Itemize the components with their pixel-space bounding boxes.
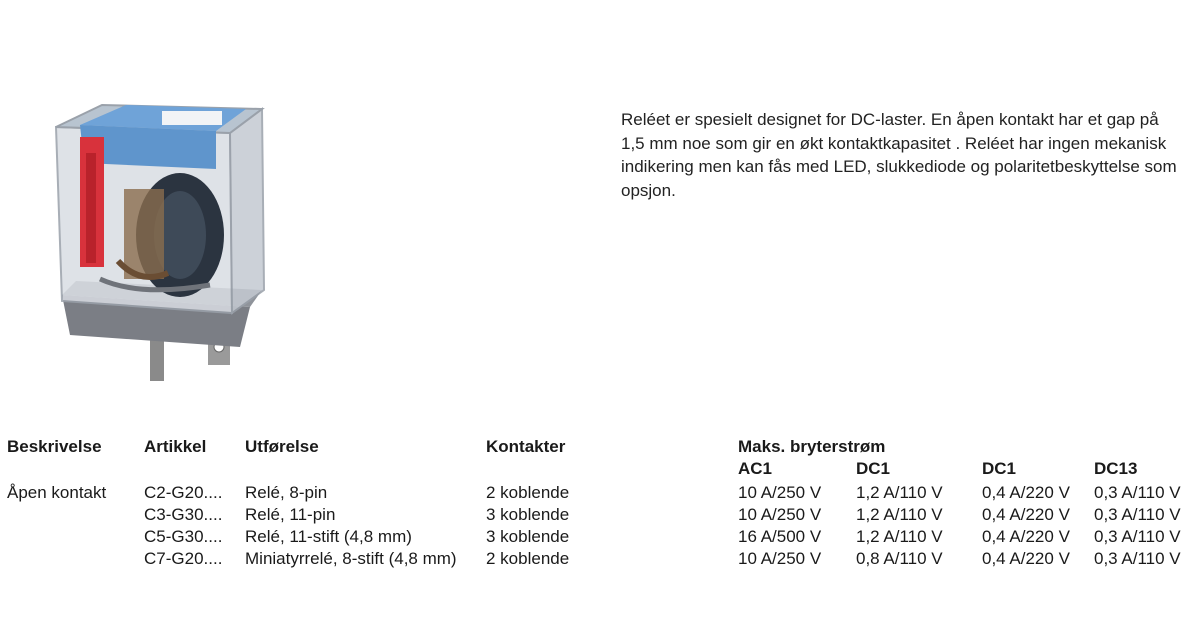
table-cell-dc1: 1,2 A/110 V (856, 505, 943, 524)
header-dc1-second: DC1 (982, 459, 1017, 478)
table-cell-dc13: 0,3 A/110 V (1094, 505, 1181, 524)
table-cell-ac1: 16 A/500 V (738, 527, 822, 546)
table-cell-dc1: 0,8 A/110 V (856, 549, 943, 568)
header-dc1: DC1 (856, 459, 891, 478)
relay-photo (40, 85, 280, 390)
table-cell-dc1-second: 0,4 A/220 V (982, 483, 1070, 502)
table-cell-dc13: 0,3 A/110 V (1094, 527, 1181, 546)
header-artikkel: Artikkel (144, 437, 207, 456)
table-cell-utforelse: Relé, 11-pin (245, 505, 336, 524)
table-cell-dc1-second: 0,4 A/220 V (982, 505, 1070, 524)
table-cell-dc1: 1,2 A/110 V (856, 527, 943, 546)
table-cell-kontakter: 2 koblende (486, 483, 570, 502)
header-beskrivelse: Beskrivelse (7, 437, 102, 456)
header-kontakter: Kontakter (486, 437, 566, 456)
table-cell-ac1: 10 A/250 V (738, 549, 822, 568)
table-cell-artikkel: C2-G20.... (144, 483, 223, 502)
table-cell-artikkel: C7-G20.... (144, 549, 223, 568)
table-cell-utforelse: Relé, 11-stift (4,8 mm) (245, 527, 412, 546)
header-dc13: DC13 (1094, 459, 1138, 478)
header-ac1: AC1 (738, 459, 773, 478)
table-cell-dc1-second: 0,4 A/220 V (982, 549, 1070, 568)
table-cell-kontakter: 3 koblende (486, 505, 570, 524)
header-utforelse: Utførelse (245, 437, 319, 456)
table-cell-dc1-second: 0,4 A/220 V (982, 527, 1070, 546)
header-maks-bryterstrom: Maks. bryterstrøm (738, 437, 886, 456)
table-cell-dc13: 0,3 A/110 V (1094, 549, 1181, 568)
table-cell-kontakter: 2 koblende (486, 549, 570, 568)
table-cell-kontakter: 3 koblende (486, 527, 570, 546)
table-cell-artikkel: C3-G30.... (144, 505, 223, 524)
table-cell-dc1: 1,2 A/110 V (856, 483, 943, 502)
table-cell-artikkel: C5-G30.... (144, 527, 223, 546)
table-cell-beskrivelse: Åpen kontakt (7, 483, 107, 502)
product-description: Reléet er spesielt designet for DC-laster. En åpen kontakt har et gap på 1,5 mm noe som gir en økt kontaktkapasitet . Reléet har ingen mekanisk indikering men kan fås med LED, slukkediode og polaritetbeskyttelse som opsjon. (621, 110, 1177, 200)
spec-table (0, 436, 1200, 586)
table-cell-dc13: 0,3 A/110 V (1094, 483, 1181, 502)
table-cell-ac1: 10 A/250 V (738, 505, 822, 524)
table-cell-utforelse: Relé, 8-pin (245, 483, 328, 502)
table-cell-utforelse: Miniatyrrelé, 8-stift (4,8 mm) (245, 549, 457, 568)
table-cell-ac1: 10 A/250 V (738, 483, 822, 502)
